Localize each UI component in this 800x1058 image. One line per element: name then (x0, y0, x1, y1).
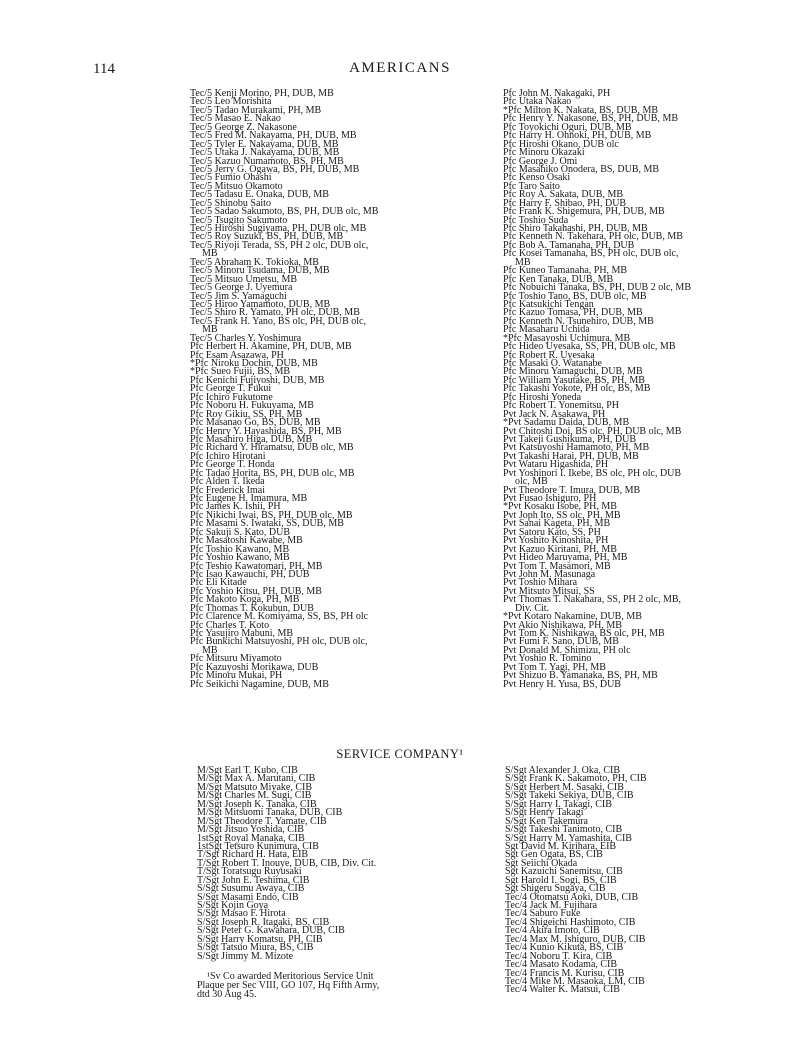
roster-entry: Pfc Alden T. Ikeda (190, 476, 265, 488)
roster-entry: 1stSgt Tetsuro Kunimura, CIB (197, 840, 319, 852)
roster-entry: Tec/5 Roy Suzuki, BS, PH, DUB, MB (190, 231, 344, 243)
roster-entry-continuation: MB (202, 324, 218, 336)
page-number: 114 (93, 61, 115, 77)
roster-entry: S/Sgt Joseph R. Itagaki, BS, CIB (197, 916, 330, 928)
roster-entry: Tec/4 Akira Imoto, CIB (505, 925, 600, 937)
roster-entry: Pfc Herbert H. Akamine, PH, DUB, MB (190, 341, 352, 353)
roster-entry: Pfc Thomas T. Kokubun, DUB (190, 602, 314, 614)
roster-column-left (190, 90, 465, 689)
roster-entry: Tec/5 Frank H. Yano, BS olc, PH, DUB olc, (190, 315, 366, 327)
roster-entry: Sgt Seiichi Okada (505, 857, 578, 869)
roster-entry: Tec/5 Jim S. Yamaguchi (190, 290, 287, 302)
roster-entry: Pfc Masahiro Higa, DUB, MB (190, 433, 313, 445)
roster-entry: Pvt Jack N. Asakawa, PH (503, 408, 606, 420)
roster-entry: Tec/4 Shigeichi Hashimoto, CIB (505, 916, 636, 928)
roster-entry: Tec/5 Jerry G. Ogawa, BS, PH, DUB, MB (190, 163, 360, 175)
roster-entry: Pfc Ichiro Hirotani (190, 450, 266, 462)
roster-entry: Tec/4 Francis M. Kurisu, CIB (505, 967, 625, 979)
roster-entry: Pvt Akio Nishikawa, PH, MB (503, 619, 622, 631)
roster-entry: Pfc Masaki O. Watanabe (503, 358, 602, 369)
roster-entry: T/Sgt John E. Teshima, CIB (197, 874, 310, 886)
roster-entry: Pfc Kenneth N. Tsunehiro, DUB, MB (503, 315, 654, 327)
roster-entry: Pfc Frank K. Shigemura, PH, DUB, MB (503, 206, 665, 218)
roster-column-right (503, 90, 743, 689)
roster-entry: Pfc Esam Asazawa, PH (190, 349, 284, 361)
roster-entry: Tec/5 Tadao Murakami, PH, MB (190, 104, 322, 116)
roster-entry-continuation: Div. Cit. (515, 602, 550, 614)
roster-entry: Tec/5 Kenji Morino, PH, DUB, MB (190, 88, 334, 99)
roster-entry: Pfc Ichiro Fukutome (190, 391, 273, 403)
roster-entry: Pfc Masami S. Iwataki, SS, DUB, MB (190, 518, 344, 530)
roster-entry: S/Sgt Masami Endo, CIB (197, 891, 299, 903)
roster-entry: Tec/5 George Z. Nakasone (190, 121, 297, 133)
roster-entry: Tec/5 Tsugito Sakumoto (190, 214, 288, 226)
roster-entry: *Pfc Masayoshi Uchimura, MB (503, 332, 631, 344)
roster-entry: Pvt Hideo Maruyama, PH, MB (503, 552, 628, 564)
roster-entry: Tec/4 Mike M. Masaoka, LM, CIB (505, 975, 645, 987)
section-heading-service-company: SERVICE COMPANY¹ (336, 747, 464, 761)
roster-entry: M/Sgt Theodore T. Yamate, CIB (197, 815, 327, 827)
roster-entry: *Pvt Kosaku Isobe, PH, MB (503, 501, 617, 513)
roster-entry: Pfc Bunkichi Matsuyoshi, PH olc, DUB olc, (190, 636, 368, 648)
footnote-line: dtd 30 Aug 45. (197, 989, 257, 1000)
roster-entry: Pfc Taro Saito (503, 180, 560, 192)
roster-entry: Pfc Toshio Kawano, MB (190, 543, 290, 555)
roster-entry: Tec/5 Tyler E. Nakayama, DUB, MB (190, 138, 339, 150)
roster-entry: Pfc John M. Nakagaki, PH (503, 88, 611, 99)
roster-entry: S/Sgt Harry M. Yamashita, CIB (505, 832, 632, 844)
roster-entry: Tec/5 Utaka J. Nakayama, DUB, MB (190, 147, 340, 159)
roster-entry: Tec/5 Shiro R. Yamato, PH olc, DUB, MB (190, 307, 360, 319)
roster-entry: 1stSgt Royal Manaka, CIB (197, 832, 305, 844)
roster-entry: Pfc Richard Y. Hiramatsu, DUB olc, MB (190, 442, 354, 454)
roster-entry: Pfc Tadao Horita, BS, PH, DUB olc, MB (190, 467, 355, 479)
roster-entry: Pfc Shiro Takahashi, PH, DUB, MB (503, 223, 648, 234)
roster-entry: Pfc George T. Honda (190, 459, 275, 471)
roster-entry: Tec/5 Mitsuo Umetsu, MB (190, 273, 298, 285)
roster-entry: Pvt Mitsuto Mitsui, SS (503, 585, 595, 597)
roster-entry: Tec/4 Saburo Fuke (505, 908, 581, 920)
roster-entry: M/Sgt Joseph K. Tanaka, CIB (197, 798, 317, 810)
roster-entry: M/Sgt Charles M. Sugi, CIB (197, 790, 312, 802)
roster-entry: Pvt Henry H. Yusa, BS, DUB (503, 678, 621, 690)
roster-entry: Pfc Robert T. Yonemitsu, PH (503, 400, 620, 412)
roster-entry: S/Sgt Kojin Goya (197, 900, 269, 911)
roster-entry: Pvt Theodore T. Imura, DUB, MB (503, 484, 641, 496)
roster-entry: Pvt Joph Ito, SS olc, PH, MB (503, 509, 621, 521)
roster-entry: Pfc Seikichi Nagamine, DUB, MB (190, 678, 329, 690)
roster-entry: Tec/5 Fumio Ohashi (190, 172, 272, 184)
roster-entry: M/Sgt Earl T. Kubo, CIB (197, 765, 298, 776)
roster-entry: T/Sgt Toratsugu Ruyusaki (197, 866, 302, 878)
roster-entry: Pfc Minoru Mukai, PH (190, 670, 283, 682)
roster-entry: Pfc Hiroshi Okano, DUB olc (503, 138, 619, 150)
roster-entry: Tec/4 Otomatsu Aoki, DUB, CIB (505, 891, 639, 903)
roster-entry: S/Sgt Peter G. Kawahara, DUB, CIB (197, 925, 345, 937)
roster-entry: Pvt Takeji Gushikuma, PH, DUB (503, 433, 637, 445)
roster-entry: M/Sgt Matsuto Miyake, CIB (197, 781, 313, 793)
roster-entry: Tec/4 Walter K. Matsui, CIB (505, 984, 620, 996)
roster-entry: Pfc Hideo Uyesaka, SS, PH, DUB olc, MB (503, 341, 676, 353)
roster-entry: Pfc Yasujiro Mabuni, MB (190, 628, 294, 639)
roster-entry: Pfc Toshio Suda (503, 214, 569, 226)
roster-entry: Pfc George T. Fukui (190, 383, 272, 395)
roster-entry: Pvt Wataru Higashida, PH (503, 459, 609, 471)
roster-entry: Tec/5 Leo Morishita (190, 96, 272, 108)
roster-entry: Pfc Utaka Nakao (503, 96, 572, 108)
roster-entry: Pfc James K. Ishii, PH (190, 501, 281, 513)
roster-entry: Sgt Harold I. Sogi, BS, CIB (505, 874, 617, 886)
roster-entry: Tec/5 Hiroo Yamamoto, DUB, MB (190, 298, 331, 310)
roster-entry-continuation: MB (202, 248, 218, 260)
roster-entry: Tec/5 Shinobu Saito (190, 197, 271, 209)
footnote-line: Plaque per Sec VIII, GO 107, Hq Fifth Army, (197, 980, 380, 991)
roster-entry: Pfc Kazuyoshi Morikawa, DUB (190, 661, 319, 673)
roster-entry: Pfc Masatoshi Kawabe, MB (190, 535, 303, 547)
roster-entry: Pfc Hiroshi Yoneda (503, 391, 582, 403)
roster-entry: Pvt Shizuo B. Yamanaka, BS, PH, MB (503, 670, 658, 682)
roster-entry: Pvt Takashi Harai, PH, DUB, MB (503, 450, 639, 462)
roster-entry: Pfc Kenso Osaki (503, 172, 571, 184)
roster-entry: Tec/5 Sadao Sakumoto, BS, PH, DUB olc, MB (190, 206, 379, 218)
roster-entry: S/Sgt Ken Takemura (505, 815, 588, 827)
roster-entry: Pfc Noboru H. Fukuyama, MB (190, 400, 314, 412)
roster-entry: Pfc Kuneo Tamanaha, PH, MB (503, 265, 628, 277)
roster-entry: Pvt Toshio Mihara (503, 577, 578, 589)
roster-entry: Pfc Eli Kitade (190, 577, 247, 589)
roster-entry: Pvt Thomas T. Nakahara, SS, PH 2 olc, MB, (503, 594, 682, 606)
roster-entry: Pfc Takashi Yokote, PH olc, BS, MB (503, 383, 651, 395)
roster-entry: Tec/5 Riyoji Terada, SS, PH 2 olc, DUB olc, (190, 239, 369, 251)
roster-entry: Pvt Sanai Kageta, PH, MB (503, 518, 611, 530)
roster-entry: Pvt Donald M. Shimizu, PH olc (503, 644, 631, 656)
roster-entry: Pvt Fusao Ishiguro, PH (503, 493, 597, 504)
roster-entry: Tec/4 Noboru T. Kira, CIB (505, 950, 613, 962)
roster-entry: Pfc Harry H. Ohnoki, PH, DUB, MB (503, 130, 652, 142)
roster-entry: Tec/5 Minoru Tsudama, DUB, MB (190, 265, 330, 277)
roster-entry: Tec/5 Hiroshi Sugiyama, PH, DUB olc, MB (190, 223, 367, 234)
roster-entry: Tec/5 Fred M. Nakayama, PH, DUB, MB (190, 130, 357, 142)
footnote (197, 972, 397, 999)
roster-entry: S/Sgt Alexander J. Oka, CIB (505, 765, 620, 776)
roster-entry: M/Sgt Mitsuomi Tanaka, DUB, CIB (197, 807, 343, 819)
roster-entry: Pfc Yoshio Kitsu, PH, DUB, MB (190, 585, 322, 597)
roster-entry: Sgt Shigeru Sugaya, CIB (505, 883, 606, 895)
roster-entry: T/Sgt Richard H. Hata, EIB (197, 849, 309, 861)
roster-entry: *Pfc Sueo Fujii, BS, MB (190, 366, 291, 378)
roster-entry: Pfc Minoru Okazaki (503, 147, 585, 159)
roster-entry: M/Sgt Jitsuo Yoshida, CIB (197, 824, 304, 836)
roster-entry: Tec/5 George J. Uyemura (190, 282, 293, 294)
roster-entry: Pfc Roy A. Sakata, DUB, MB (503, 189, 623, 201)
roster-entry: Tec/5 Charles Y. Yoshimura (190, 332, 302, 344)
roster-entry: S/Sgt Frank K. Sakamoto, PH, CIB (505, 773, 647, 785)
roster-entry-continuation: MB (202, 644, 218, 656)
roster-entry: Tec/4 Kunio Kikuta, BS, CIB (505, 942, 624, 954)
roster-entry: Pvt Chitoshi Doi, BS olc, PH, DUB olc, MB (503, 425, 682, 437)
roster-entry: Pfc Masahiko Onodera, BS, DUB, MB (503, 163, 660, 175)
roster-entry: Pfc Kosei Tamanaha, BS, PH olc, DUB olc, (503, 248, 679, 260)
service-company-column-right (505, 767, 745, 995)
roster-entry: Tec/5 Tadasu E. Onaka, DUB, MB (190, 189, 329, 201)
roster-entry: S/Sgt Masao F. Hirota (197, 908, 286, 920)
roster-entry: Tec/4 Jack M. Fujihara (505, 900, 598, 911)
roster-entry: *Pvt Kotaro Nakamine, DUB, MB (503, 611, 642, 623)
roster-entry: Pfc Charles T. Koto (190, 619, 270, 631)
roster-entry: Tec/5 Abraham K. Tokioka, MB (190, 256, 319, 268)
roster-entry: Pfc William Yasutake, BS, PH, MB (503, 374, 645, 386)
roster-entry: Pfc Kazuo Tomasa, PH, DUB, MB (503, 307, 643, 319)
service-company-column-left (197, 767, 472, 961)
roster-entry: T/Sgt Robert T. Inouye, DUB, CIB, Div. Cit. (197, 857, 377, 869)
roster-entry: S/Sgt Harry I. Takagi, CIB (505, 798, 612, 810)
roster-entry: Pfc Sakuji S. Kato, DUB (190, 526, 290, 538)
roster-entry: *Pvt Sadamu Daida, DUB, MB (503, 417, 630, 429)
roster-entry: Tec/4 Masato Kodama, CIB (505, 959, 618, 971)
roster-entry: Pfc Bob A. Tamanaha, PH, DUB (503, 239, 635, 251)
roster-entry: Pfc Masanao Go, BS, DUB, MB (190, 417, 321, 429)
roster-entry: Pfc Harry F. Shibao, PH, DUB (503, 197, 627, 209)
roster-entry: Pfc Henry Y. Nakasone, BS, PH, DUB, MB (503, 113, 678, 125)
roster-entry: Pfc Isao Kawauchi, PH, DUB (190, 568, 310, 580)
roster-entry: Pfc Masaharu Uchida (503, 324, 590, 336)
roster-entry: Pvt John M. Masunaga (503, 568, 596, 580)
roster-entry: Pvt Yoshio R. Tomino (503, 653, 592, 665)
roster-entry-continuation: MB (515, 256, 531, 268)
roster-entry: Pfc Kenneth N. Takehara, PH olc, DUB, MB (503, 231, 683, 243)
roster-entry: S/Sgt Henry Takagi (505, 807, 584, 819)
roster-entry: Pfc Minoru Yamaguchi, DUB, MB (503, 366, 643, 378)
roster-entry: Sgt Kazuichi Sanemitsu, CIB (505, 866, 623, 878)
roster-entry: Pfc Teshio Kawatomari, PH, MB (190, 560, 323, 572)
roster-entry: Pvt Tom K. Nishikawa, BS olc, PH, MB (503, 628, 665, 639)
roster-entry: Pfc Nobuichi Tanaka, BS, PH, DUB 2 olc, MB (503, 282, 691, 294)
roster-entry-continuation: olc, MB (515, 476, 548, 488)
roster-entry: Tec/5 Kazuo Numamoto, BS, PH, MB (190, 155, 344, 167)
roster-entry: Pfc Kenichi Fujiyoshi, DUB, MB (190, 374, 325, 386)
roster-entry: Pfc Henry Y. Hayashida, BS, PH, MB (190, 425, 342, 437)
roster-entry: S/Sgt Jimmy M. Mizote (197, 950, 294, 962)
roster-entry: *Pfc Milton K. Nakata, BS, DUB, MB (503, 104, 658, 116)
roster-entry: Pfc Ken Tanaka, DUB, MB (503, 273, 614, 285)
roster-entry: Pfc Nikichi Iwai, BS, PH, DUB olc, MB (190, 509, 353, 521)
roster-entry: Pvt Tom T. Masamori, MB (503, 560, 611, 572)
roster-entry: Pfc Frederick Imai (190, 484, 265, 496)
roster-entry: Tec/5 Mitsuo Okamoto (190, 180, 283, 192)
roster-entry: Pfc Yoshio Kawano, MB (190, 552, 290, 564)
roster-entry: S/Sgt Susumu Awaya, CIB (197, 883, 305, 895)
roster-entry: Pfc Eugene H. Imamura, MB (190, 493, 308, 504)
roster-entry: Pfc Toyokichi Oguri, DUB, MB (503, 121, 632, 133)
roster-entry: Pvt Fumi F. Sano, DUB, MB (503, 636, 619, 648)
roster-entry: Tec/5 Masao E. Nakao (190, 113, 281, 125)
roster-entry: S/Sgt Harry Komatsu, PH, CIB (197, 933, 323, 945)
roster-entry: Sgt Gen Ogata, BS, CIB (505, 849, 603, 861)
roster-entry: Sgt David M. Kirihara, EIB (505, 840, 617, 852)
roster-entry: Pfc Mitsuru Miyamoto (190, 653, 282, 665)
roster-entry: Tec/4 Max M. Ishiguro, DUB, CIB (505, 933, 646, 945)
running-head-title: AMERICANS (349, 60, 451, 76)
roster-entry: Pvt Tom T. Yagi, PH, MB (503, 661, 606, 673)
roster-entry: Pfc George J. Omi (503, 155, 578, 167)
roster-entry: S/Sgt Takeki Sekiya, DUB, CIB (505, 790, 634, 802)
roster-entry: Pvt Kazuo Kiritani, PH, MB (503, 543, 617, 555)
roster-entry: S/Sgt Herbert M. Sasaki, CIB (505, 781, 624, 793)
roster-entry: Pvt Satoru Kato, SS, PH (503, 526, 601, 538)
roster-entry: S/Sgt Takeshi Tanimoto, CIB (505, 824, 623, 836)
roster-entry: Pfc Makoto Koga, PH, MB (190, 594, 300, 606)
roster-entry: Pfc Toshio Tano, BS, DUB olc, MB (503, 290, 647, 302)
roster-entry: Pvt Yoshinori I. Ikebe, BS olc, PH olc, DUB (503, 467, 682, 479)
roster-entry: *Pfc Niroku Dochin, DUB, MB (190, 358, 318, 369)
roster-entry: Pfc Robert R. Uyesaka (503, 349, 595, 361)
roster-entry: Pfc Clarence M. Komiyama, SS, BS, PH olc (190, 611, 369, 623)
roster-entry: M/Sgt Max A. Marutani, CIB (197, 773, 316, 785)
roster-entry: S/Sgt Tatsuo Miura, BS, CIB (197, 942, 314, 954)
roster-entry: Pvt Katsuyoshi Hamamoto, PH, MB (503, 442, 650, 454)
roster-entry: Pfc Katsukichi Tengan (503, 298, 594, 310)
footnote-line: ¹Sv Co awarded Meritorious Service Unit (207, 971, 374, 982)
roster-entry: Pvt Yoshito Kinoshita, PH (503, 535, 609, 547)
roster-entry: Pfc Roy Gikiu, SS, PH, MB (190, 408, 303, 420)
